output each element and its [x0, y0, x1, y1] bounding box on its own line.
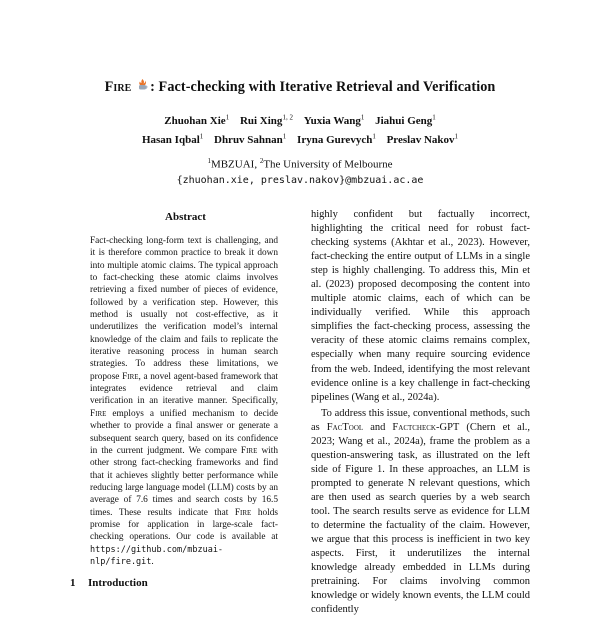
abstract-heading: Abstract: [165, 211, 206, 223]
author: Yuxia Wang$^1$: [303, 113, 365, 127]
author: Rui Xing$^{1, 2}$: [239, 113, 293, 127]
system-name: Fire: [234, 507, 252, 518]
affiliations: [40, 154, 560, 188]
system-name: Fire: [90, 408, 107, 419]
author: Jiahui Geng$^1$: [375, 113, 436, 127]
title-system-name: Fire: [104, 79, 132, 95]
body-right-column: [311, 208, 530, 617]
method-name: Factcheck-GPT: [392, 421, 460, 433]
author: Dhruv Sahnan$^1$: [214, 132, 287, 146]
section-heading-introduction: [70, 577, 290, 589]
author-email: {zhuohan.xie, preslav.nakov}@mbzuai.ac.ae: [176, 174, 424, 186]
fire-cup-icon: [136, 78, 149, 95]
author: Preslav Nakov$^1$: [386, 132, 459, 146]
author: Hasan Iqbal$^1$: [141, 132, 204, 146]
author: Iryna Gurevych$^1$: [297, 132, 376, 146]
method-name: FacTool: [326, 421, 364, 433]
author-list: [40, 110, 560, 148]
system-name: Fire: [240, 445, 258, 456]
affiliation-line: $^1$MBZUAI, $^2$The University of Melbourne: [207, 157, 393, 171]
paragraph: To address this issue, conventional methods, such as FacTool and Factcheck-GPT (Chern et al., 2023; Wang et al., 2024a), frame the problem as a question-answering task, as illustrated on the left side of Figure 1. In these approaches, an LLM is prompted to generate N relevant questions, which are then used as search queries by a web search tool. The search results serve as evidence for LLM to determine the factuality of the claim. However, we argue that this process is inefficient in two key aspects. First, it underutilizes the internal knowledge already embedded in LLMs during pretraining. For claims involving common knowledge or widely known events, the LLM could confidently: [311, 407, 531, 616]
title-rest: : Fact-checking with Iterative Retrieval and Verification: [150, 79, 496, 95]
system-name: Fire: [122, 371, 139, 382]
author-line-2: [40, 129, 560, 148]
section-number: 1: [70, 577, 76, 589]
paper-title: [40, 78, 560, 96]
author-line-1: [40, 110, 560, 129]
section-title: Introduction: [88, 577, 148, 589]
paragraph: highly confident but factually incorrect, highlighting the critical need for robust fact-checking systems (Akhtar et al., 2023). However, fact-checking the entire output of LLMs in a single step is highly challenging. To address this, Min et al. (2023) proposed decomposing the content into multiple atomic claims, each of which can be individually verified. While this approach simplifies the fact-checking process, assessing the veracity of these atomic claims remains complex, especially when many require sourcing evidence from the web. Indeed, identifying the most relevant evidence online is a key challenge in fact-checking pipelines (Wang et al., 2024a).: [311, 209, 530, 403]
abstract-text: Fact-checking long-form text is challenging, and it is therefore common practice to break it down into multiple atomic claims. The typical approach to fact-checking these atomic claims involves retrieving a fixed number of pieces of evidence, followed by a verification step. However, this method is usually not cost-effective, as it underutilizes the verification model’s internal knowledge of the claim and fails to replicate the iterative reasoning process in human search strategies. To address these limitations, we propose Fire, a novel agent-based framework that integrates evidence retrieval and claim verification in an iterative manner. Specifically, Fire employs a unified mechanism to decide whether to provide a final answer or generate a subsequent search query, based on its confidence in the current judgment. We compare Fire with other strong fact-checking frameworks and find that it achieves slightly better performance while reducing large language model (LLM) costs by an average of 7.6 times and search costs by 16.5 times. These results indicate that Fire holds promise for application in large-scale fact-checking operations. Our code is available at https://github.com/mbzuai-nlp/fire.git.: [90, 236, 278, 567]
author: Zhuohan Xie$^1$: [164, 113, 230, 127]
code-link[interactable]: https://github.com/mbzuai-nlp/fire.git: [90, 544, 224, 567]
